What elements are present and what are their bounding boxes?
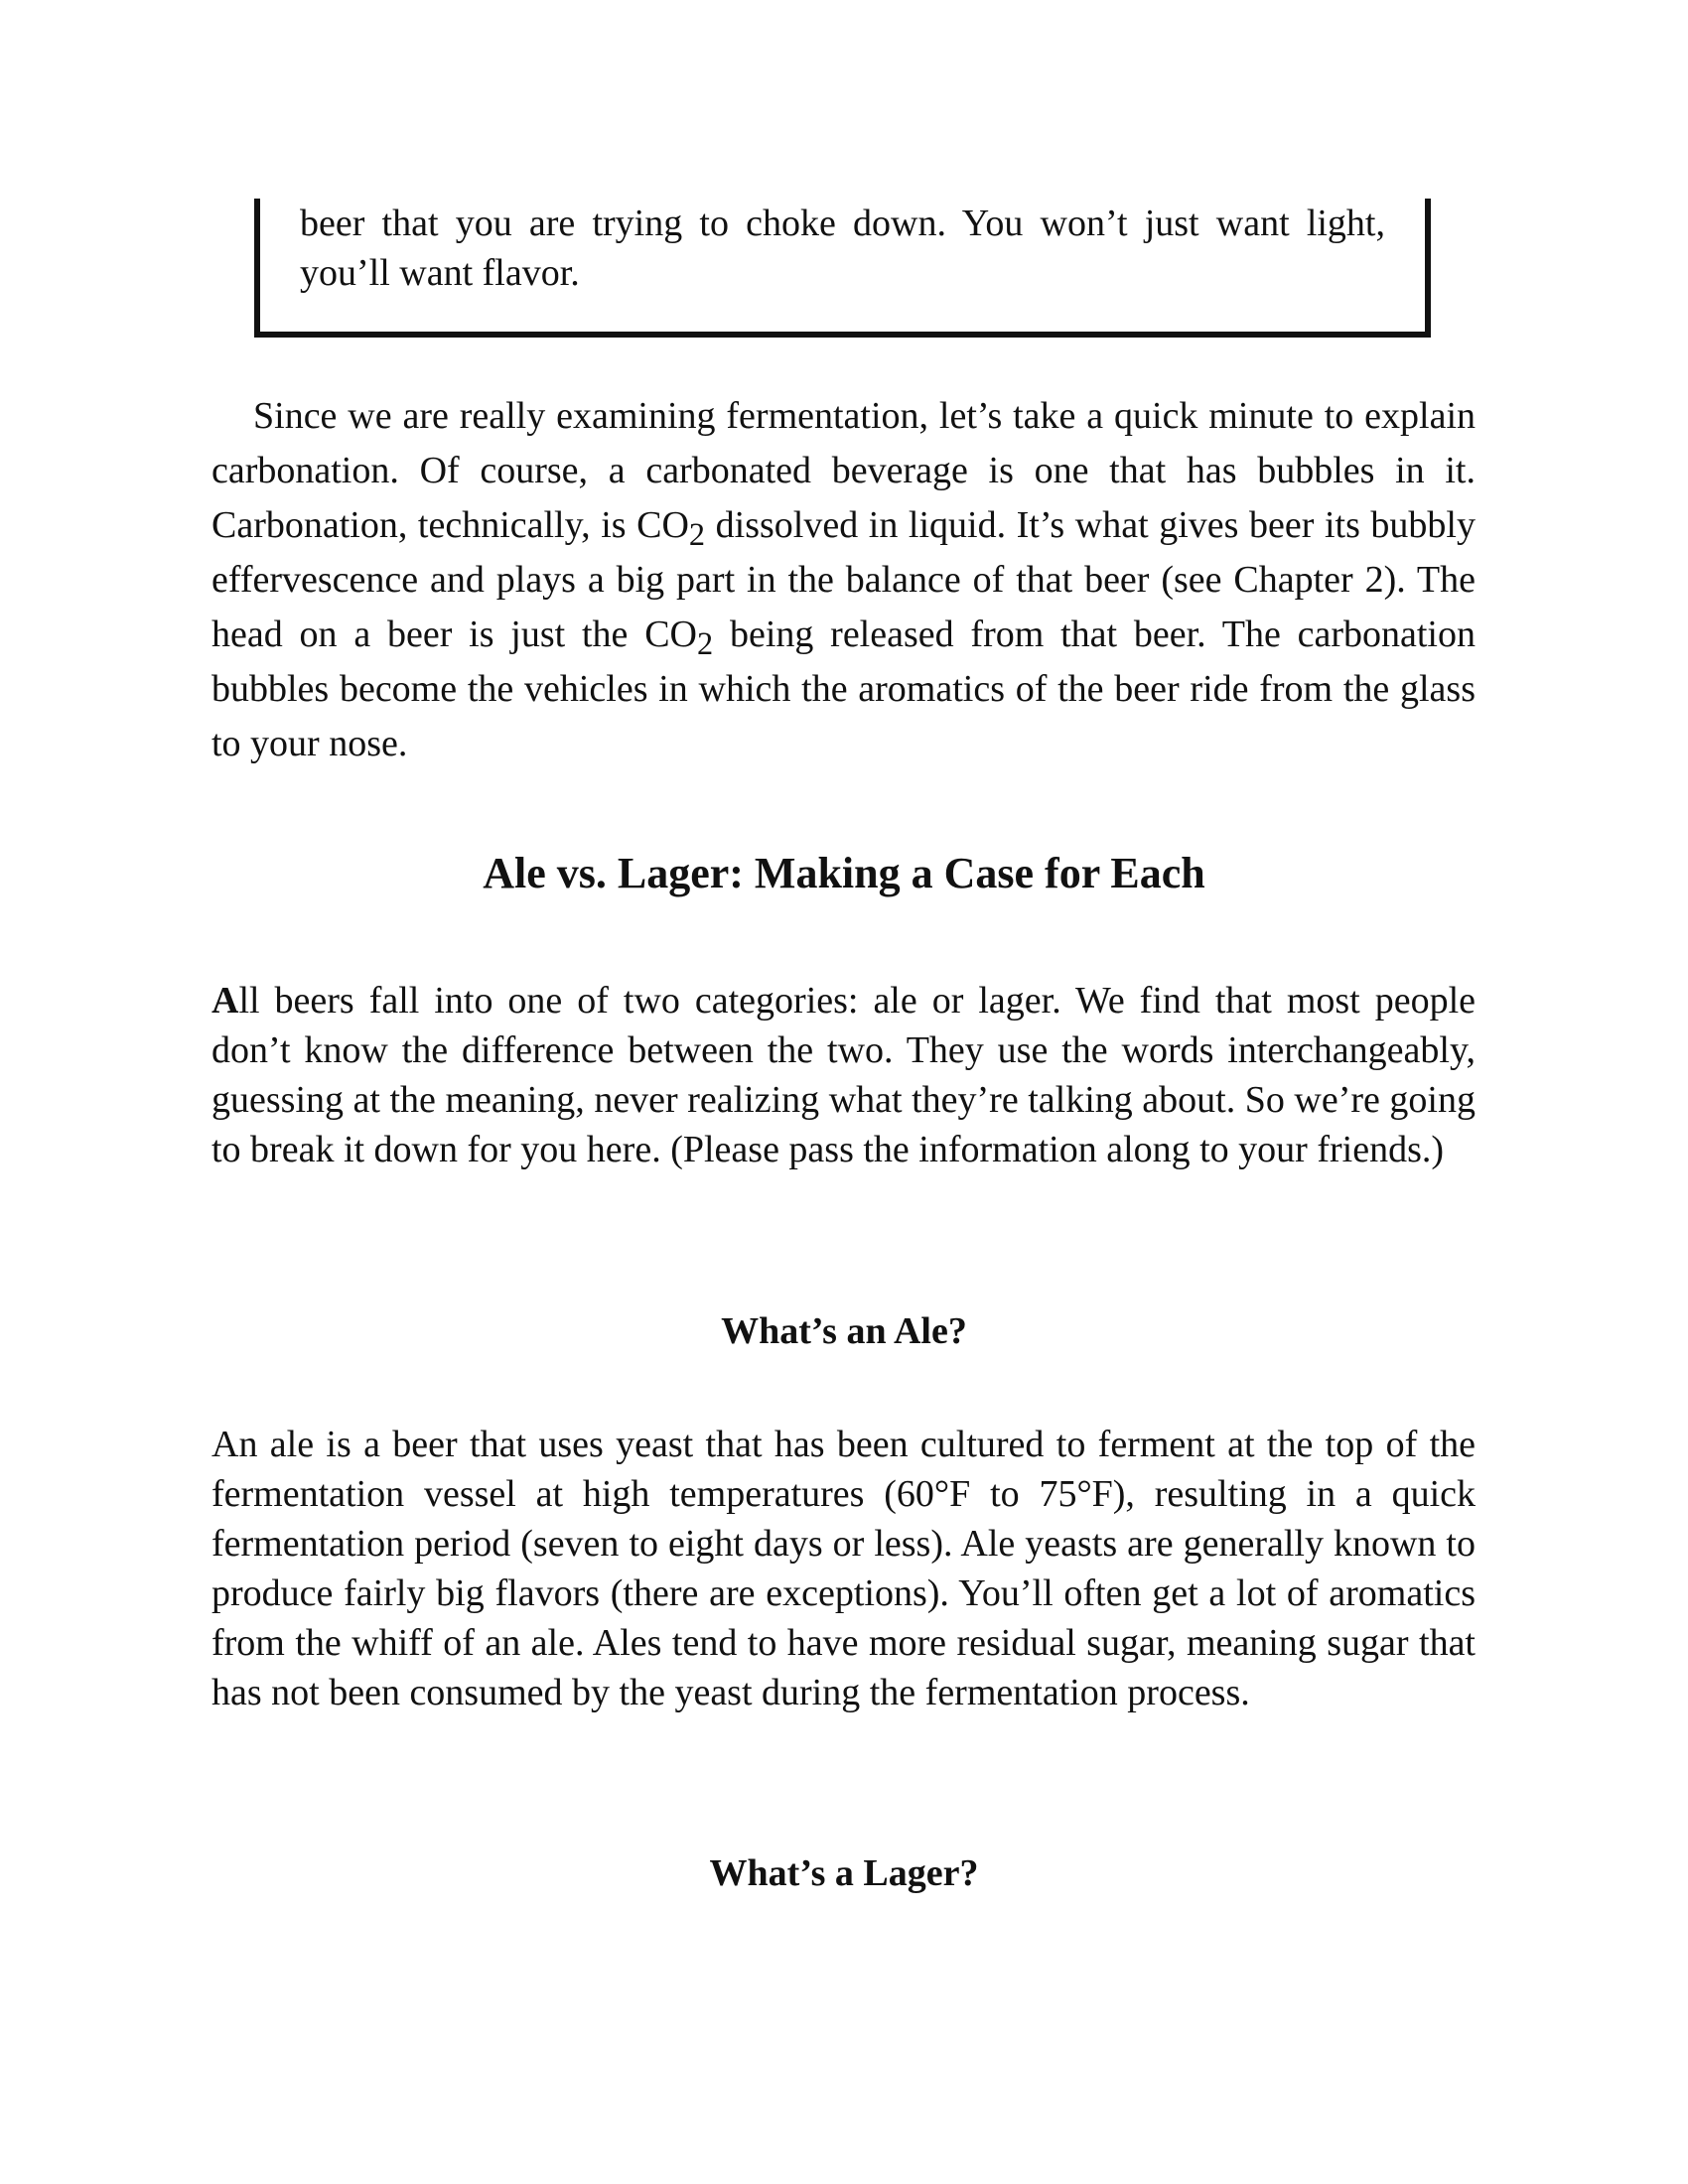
paragraph-ale-vs-lager-rest: ll beers fall into one of two categories: ale or lager. We find that most people don’t know the difference between the two. They use the words interchangeably, guessing at the meaning, never realizing what they’re talking about. So we’re going to break it down for you here. (Please pass the information along to your friends.) bbox=[211, 980, 1476, 1170]
subscript-2: 2 bbox=[688, 516, 706, 553]
paragraph-ale: An ale is a beer that uses yeast that has been cultured to ferment at the top of the fermentation vessel at high temperatures (60°F to 75°F), resulting in a quick fermentation period (seven to eight days or less). Ale yeasts are generally known to produce fairly big flavors (there are exceptions). You’ll often get a lot of aromatics from the whiff of an ale. Ales tend to have more residual sugar, meaning sugar that has not been consumed by the yeast during the fermentation process. bbox=[211, 1424, 1476, 1713]
subheading-lager: What’s a Lager? bbox=[709, 1852, 979, 1894]
paragraph-ale-vs-lager bbox=[211, 976, 1476, 1174]
first-letter: A bbox=[211, 980, 239, 1022]
paragraph-carbonation-part1: Since we are really examining fermentation, let’s take a quick minute to explain carbonation. Of course, a carbonated beverage is one that has bubbles in it. Carbonation, technically, is CO bbox=[211, 395, 1476, 546]
sidebar-box bbox=[254, 199, 1431, 338]
section-heading: Ale vs. Lager: Making a Case for Each bbox=[483, 849, 1205, 897]
paragraph-carbonation bbox=[211, 389, 1476, 771]
paragraph-carbonation-part3: being released from that beer. The carbonation bubbles become the vehicles in which the aromatics of the beer ride from the glass to your nose. bbox=[211, 614, 1476, 764]
paragraph-carbonation-part2: dissolved in liquid. It’s what gives beer its bubbly effervescence and plays a big part in the balance of that beer (see Chapter 2). The head on a beer is just the CO bbox=[211, 504, 1476, 655]
sidebar-text: beer that you are trying to choke down. You won’t just want light, you’ll want flavor. bbox=[300, 203, 1385, 294]
subscript-2: 2 bbox=[697, 625, 714, 662]
subheading-ale: What’s an Ale? bbox=[721, 1310, 967, 1352]
